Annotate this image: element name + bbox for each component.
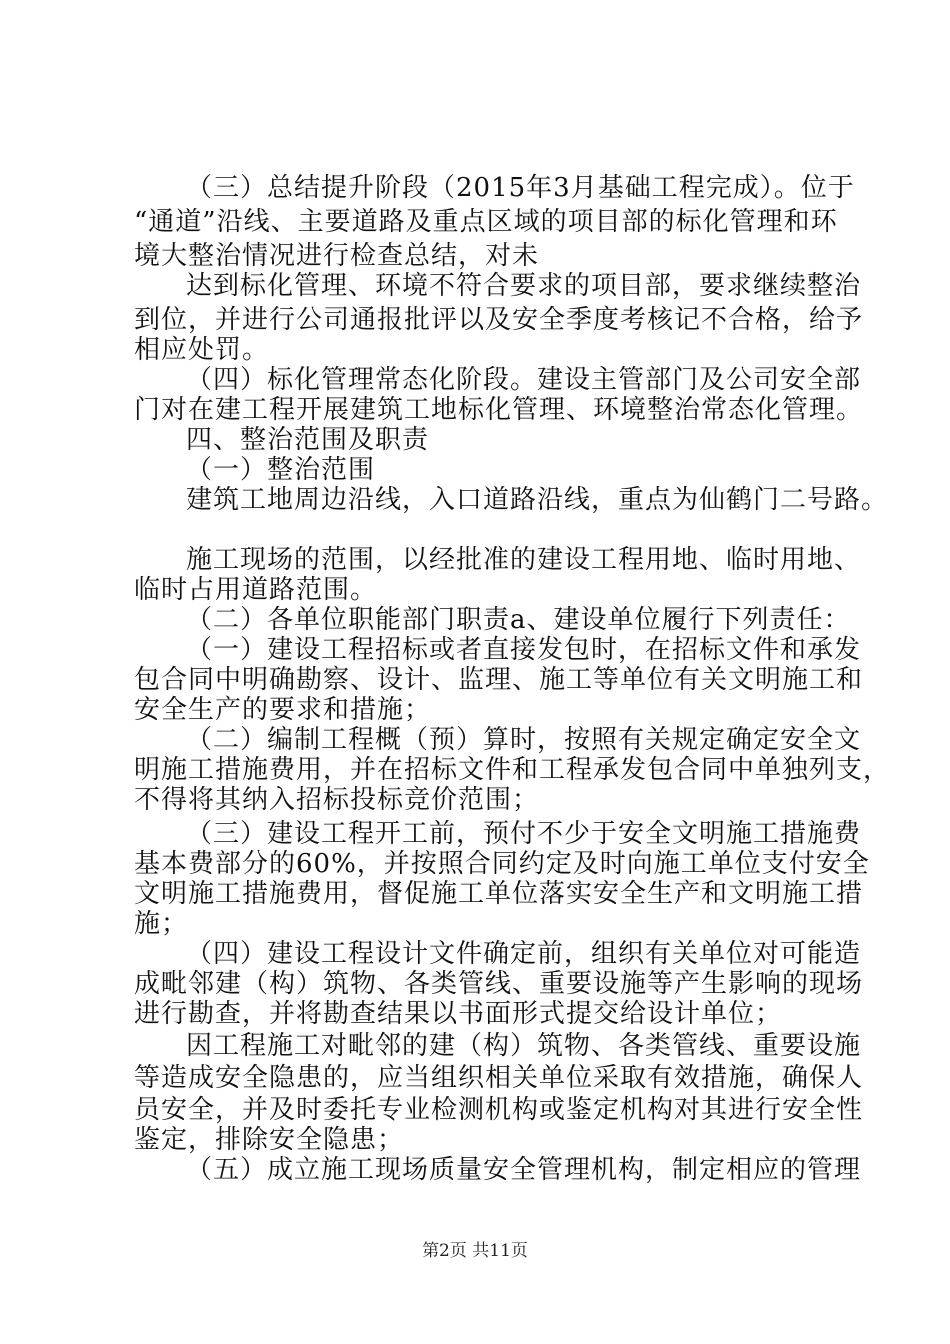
page-number-footer: 第2页 共11页 xyxy=(422,1241,528,1261)
paragraph-line: 境大整治情况进行检查总结，对未 xyxy=(134,241,540,271)
paragraph-line: 施； xyxy=(134,909,189,939)
paragraph-line: 不得将其纳入招标投标竞价范围； xyxy=(134,785,540,815)
paragraph-line: 基本费部分的60%，并按照合同约定及时向施工单位支付安全 xyxy=(134,849,870,879)
paragraph-line: 员安全，并及时委托专业检测机构或鉴定机构对其进行安全性 xyxy=(134,1095,864,1125)
paragraph-line: 临时占用道路范围。 xyxy=(134,575,378,605)
paragraph-line: 文明施工措施费用，督促施工单位落实安全生产和文明施工措 xyxy=(134,879,864,909)
paragraph-line: “通道”沿线、主要道路及重点区域的项目部的标化管理和环 xyxy=(134,207,838,237)
paragraph-line: （五）成立施工现场质量安全管理机构，制定相应的管理 xyxy=(186,1155,862,1185)
paragraph-line: 包合同中明确勘察、设计、监理、施工等单位有关文明施工和 xyxy=(134,665,864,695)
paragraph-line: （四）建设工程设计文件确定前，组织有关单位对可能造 xyxy=(186,939,862,969)
paragraph-line: 等造成安全隐患的，应当组织相关单位采取有效措施，确保人 xyxy=(134,1063,864,1093)
paragraph-line: 建筑工地周边沿线，入口道路沿线，重点为仙鹤门二号路。 xyxy=(186,485,889,515)
paragraph-line: （四）标化管理常态化阶段。建设主管部门及公司安全部 xyxy=(186,365,862,395)
paragraph-line: 到位，并进行公司通报批评以及安全季度考核记不合格，给予 xyxy=(134,305,864,335)
paragraph-line: （三）建设工程开工前，预付不少于安全文明施工措施费 xyxy=(186,819,862,849)
paragraph-line: 鉴定，排除安全隐患； xyxy=(134,1125,405,1155)
paragraph-line: 进行勘查，并将勘查结果以书面形式提交给设计单位； xyxy=(134,999,783,1029)
paragraph-line: （一）建设工程招标或者直接发包时，在招标文件和承发 xyxy=(186,635,862,665)
paragraph-line: 成毗邻建（构）筑物、各类管线、重要设施等产生影响的现场 xyxy=(134,969,864,999)
paragraph-line: （二）编制工程概（预）算时，按照有关规定确定安全文 xyxy=(186,725,862,755)
paragraph-line: 安全生产的要求和措施； xyxy=(134,695,432,725)
paragraph-line: 达到标化管理、环境不符合要求的项目部，要求继续整治 xyxy=(186,271,862,301)
paragraph-line: 相应处罚。 xyxy=(134,335,270,365)
section-heading: 四、整治范围及职责 xyxy=(186,425,430,455)
paragraph-line: 施工现场的范围，以经批准的建设工程用地、临时用地、 xyxy=(186,545,862,575)
paragraph-line: 门对在建工程开展建筑工地标化管理、环境整治常态化管理。 xyxy=(134,395,864,425)
subsection-heading: （一）整治范围 xyxy=(186,455,376,485)
paragraph-line: （三）总结提升阶段（2015年3月基础工程完成）。位于 xyxy=(186,173,855,203)
paragraph-line: 明施工措施费用，并在招标文件和工程承发包合同中单独列支， xyxy=(134,755,891,785)
paragraph-line: （二）各单位职能部门职责a、建设单位履行下列责任： xyxy=(186,605,851,635)
paragraph-line: 因工程施工对毗邻的建（构）筑物、各类管线、重要设施 xyxy=(186,1031,862,1061)
